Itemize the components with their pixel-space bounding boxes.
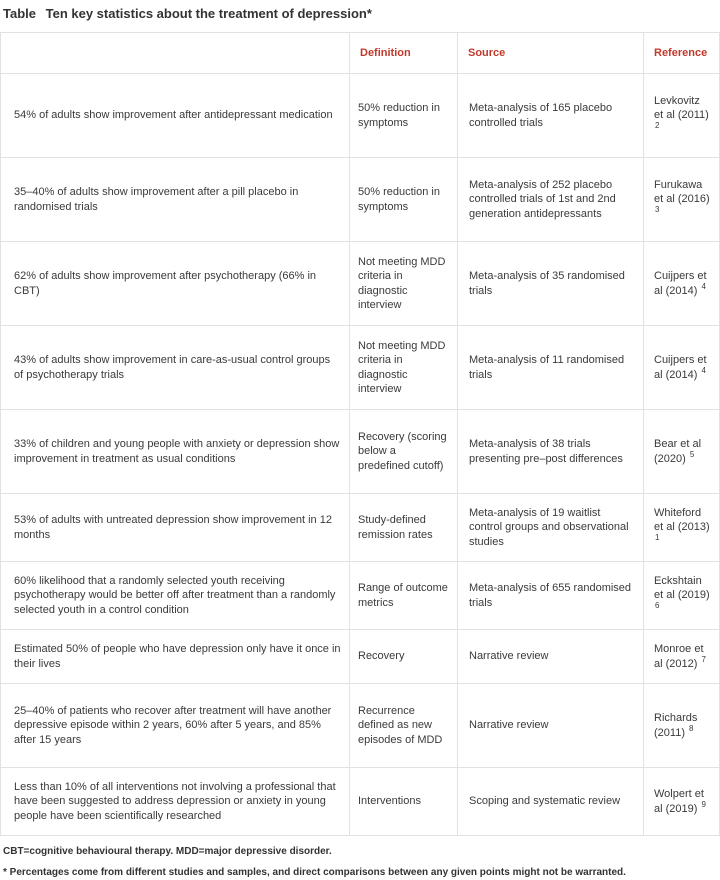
reference-text: Furukawa et al (2016) bbox=[654, 178, 710, 206]
source-cell: Narrative review bbox=[458, 684, 644, 768]
statistic-cell: 43% of adults show improvement in care-as-usual control groups of psychotherapy trials bbox=[1, 326, 350, 410]
reference-number: 4 bbox=[701, 281, 706, 291]
reference-number: 4 bbox=[701, 365, 706, 375]
reference-number: 7 bbox=[701, 654, 706, 664]
source-cell: Meta-analysis of 35 randomised trials bbox=[458, 242, 644, 326]
table-row bbox=[1, 326, 720, 410]
definition-cell: Recovery (scoring below a predefined cutoff) bbox=[350, 410, 458, 494]
table-caption bbox=[0, 0, 720, 32]
statistic-cell: Estimated 50% of people who have depression only have it once in their lives bbox=[1, 630, 350, 684]
statistic-cell: 53% of adults with untreated depression show improvement in 12 months bbox=[1, 494, 350, 562]
definition-cell: Not meeting MDD criteria in diagnostic interview bbox=[350, 326, 458, 410]
statistic-cell: 54% of adults show improvement after antidepressant medication bbox=[1, 74, 350, 158]
table-row bbox=[1, 684, 720, 768]
table-footnotes bbox=[0, 845, 720, 880]
reference-cell bbox=[644, 410, 720, 494]
statistic-cell: 60% likelihood that a randomly selected youth receiving psychotherapy would be better off after treatment than a randomly selected youth in a control condition bbox=[1, 562, 350, 630]
abbreviations-footnote: CBT=cognitive behavioural therapy. MDD=major depressive disorder. bbox=[3, 846, 332, 857]
definition-cell: Recovery bbox=[350, 630, 458, 684]
definition-cell: Not meeting MDD criteria in diagnostic interview bbox=[350, 242, 458, 326]
definition-cell: Study-defined remission rates bbox=[350, 494, 458, 562]
table-row bbox=[1, 242, 720, 326]
reference-cell bbox=[644, 562, 720, 630]
definition-cell: 50% reduction in symptoms bbox=[350, 74, 458, 158]
table-caption-label: Table bbox=[3, 6, 36, 21]
definition-cell: Range of outcome metrics bbox=[350, 562, 458, 630]
table-row bbox=[1, 630, 720, 684]
table-row bbox=[1, 768, 720, 836]
reference-text: Cuijpers et al (2014) bbox=[654, 270, 707, 297]
statistic-cell: 33% of children and young people with anxiety or depression show improvement in treatment as usual conditions bbox=[1, 410, 350, 494]
reference-text: Wolpert et al (2019) bbox=[654, 788, 704, 815]
statistic-cell: 25–40% of patients who recover after treatment will have another depressive episode within 2 years, 60% after 5 years, and 85% after 15 years bbox=[1, 684, 350, 768]
reference-number: 5 bbox=[689, 449, 695, 459]
source-cell: Narrative review bbox=[458, 630, 644, 684]
reference-text: Bear et al (2020) bbox=[654, 438, 702, 465]
source-cell: Scoping and systematic review bbox=[458, 768, 644, 836]
header-reference: Reference bbox=[644, 33, 720, 74]
statistics-table bbox=[0, 32, 720, 836]
table-header-row bbox=[1, 33, 720, 74]
statistic-cell: 62% of adults show improvement after psychotherapy (66% in CBT) bbox=[1, 242, 350, 326]
header-source: Source bbox=[458, 33, 644, 74]
definition-cell: Recurrence defined as new episodes of MDD bbox=[350, 684, 458, 768]
asterisk-footnote: * Percentages come from different studies and samples, and direct comparisons between any given points might not be warranted. bbox=[3, 867, 626, 878]
reference-number: 1 bbox=[655, 533, 660, 543]
statistic-cell: Less than 10% of all interventions not involving a professional that have been suggested to address depression or anxiety in young people have been scientifically researched bbox=[1, 768, 350, 836]
table-row bbox=[1, 562, 720, 630]
reference-number: 6 bbox=[655, 601, 660, 611]
header-statistic bbox=[1, 33, 350, 74]
source-cell: Meta-analysis of 252 placebo controlled trials of 1st and 2nd generation antidepressants bbox=[458, 158, 644, 242]
reference-text: Levkovitz et al (2011) bbox=[654, 94, 709, 122]
reference-cell bbox=[644, 630, 720, 684]
reference-text: Monroe et al (2012) bbox=[654, 643, 704, 670]
source-cell: Meta-analysis of 11 randomised trials bbox=[458, 326, 644, 410]
table-row bbox=[1, 74, 720, 158]
reference-cell bbox=[644, 158, 720, 242]
source-cell: Meta-analysis of 38 trials presenting pre–post differences bbox=[458, 410, 644, 494]
reference-text: Eckshtain et al (2019) bbox=[654, 574, 710, 602]
source-cell: Meta-analysis of 165 placebo controlled trials bbox=[458, 74, 644, 158]
reference-cell bbox=[644, 768, 720, 836]
reference-text: Whiteford et al (2013) bbox=[654, 506, 710, 534]
reference-number: 2 bbox=[655, 121, 660, 131]
table-row bbox=[1, 410, 720, 494]
reference-cell bbox=[644, 242, 720, 326]
statistic-cell: 35–40% of adults show improvement after a pill placebo in randomised trials bbox=[1, 158, 350, 242]
reference-number: 3 bbox=[655, 205, 660, 215]
definition-cell: Interventions bbox=[350, 768, 458, 836]
reference-cell bbox=[644, 326, 720, 410]
table-row bbox=[1, 158, 720, 242]
reference-text: Richards (2011) bbox=[654, 712, 698, 739]
definition-cell: 50% reduction in symptoms bbox=[350, 158, 458, 242]
reference-number: 8 bbox=[689, 723, 694, 733]
reference-cell bbox=[644, 74, 720, 158]
reference-text: Cuijpers et al (2014) bbox=[654, 354, 707, 381]
reference-number: 9 bbox=[701, 799, 706, 809]
source-cell: Meta-analysis of 655 randomised trials bbox=[458, 562, 644, 630]
header-definition: Definition bbox=[350, 33, 458, 74]
source-cell: Meta-analysis of 19 waitlist control groups and observational studies bbox=[458, 494, 644, 562]
reference-cell bbox=[644, 494, 720, 562]
table-row bbox=[1, 494, 720, 562]
table-caption-title: Ten key statistics about the treatment of depression* bbox=[45, 6, 372, 21]
reference-cell bbox=[644, 684, 720, 768]
